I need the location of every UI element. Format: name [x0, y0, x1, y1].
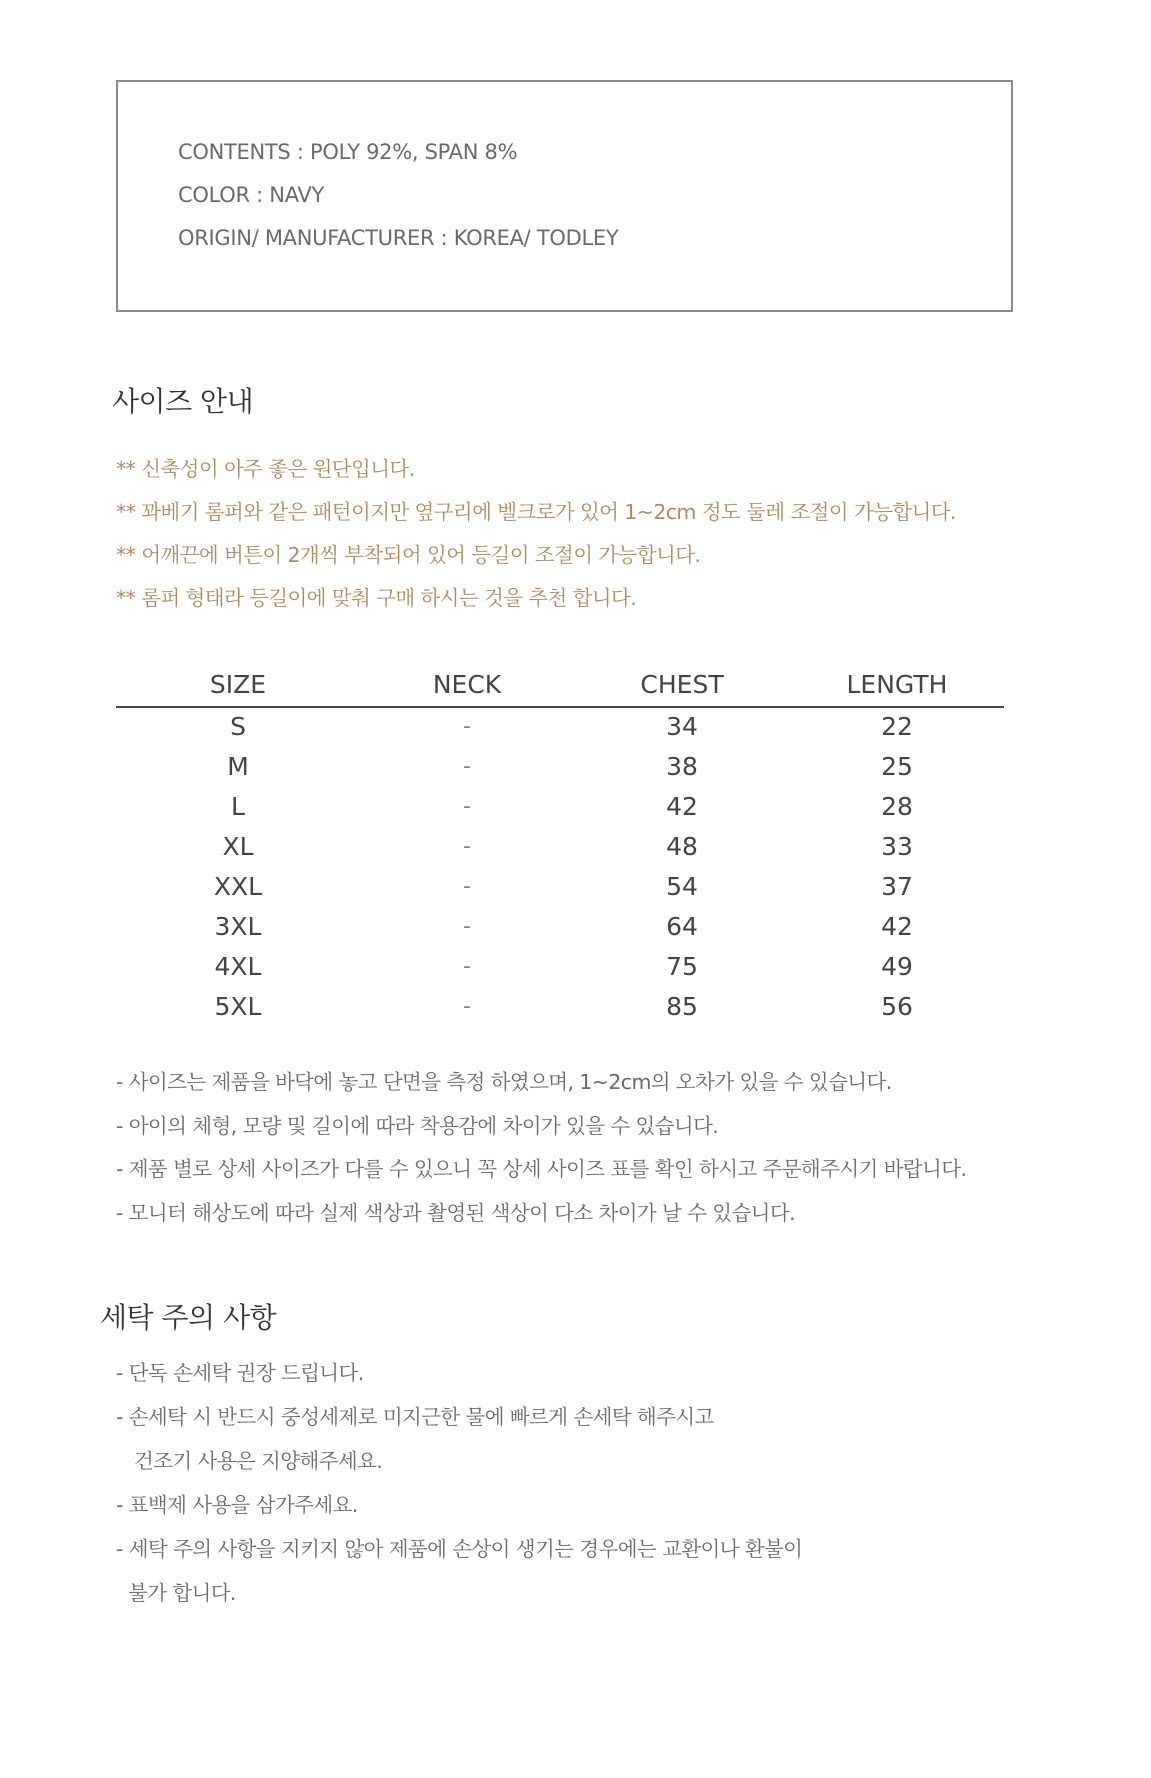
- contents-text: CONTENTS : POLY 92%, SPAN 8%: [178, 140, 518, 164]
- cell-chest: 42: [666, 792, 698, 821]
- cell-size: XXL: [213, 872, 263, 901]
- cell-size: 5XL: [214, 992, 262, 1021]
- cell-size: M: [227, 752, 249, 781]
- cell-neck: -: [463, 754, 471, 779]
- table-row: [116, 788, 1004, 828]
- cell-chest: 34: [666, 712, 698, 741]
- table-row: [116, 748, 1004, 788]
- disclaimer-line: - 사이즈는 제품을 바닥에 놓고 단면을 측정 하였으며, 1~2cm의 오차가 있을 수 있습니다.: [116, 1070, 892, 1094]
- cell-length: 42: [881, 912, 913, 941]
- disclaimer-line: - 제품 별로 상세 사이즈가 다를 수 있으니 꼭 상세 사이즈 표를 확인 하시고 주문해주시기 바랍니다.: [116, 1157, 967, 1181]
- cell-chest: 64: [666, 912, 698, 941]
- header-length: LENGTH: [846, 670, 948, 699]
- color-text: COLOR : NAVY: [178, 183, 325, 207]
- header-size: SIZE: [209, 670, 267, 699]
- cell-neck: -: [463, 994, 471, 1019]
- washing-line: - 단독 손세탁 권장 드립니다.: [116, 1361, 364, 1385]
- cell-length: 33: [881, 832, 913, 861]
- cell-length: 37: [881, 872, 913, 901]
- cell-size: XL: [222, 832, 254, 861]
- cell-neck: -: [463, 874, 471, 899]
- size-note: ** 롬퍼 형태라 등길이에 맞춰 구매 하시는 것을 추천 합니다.: [116, 586, 637, 610]
- size-note: ** 꽈베기 롬퍼와 같은 패턴이지만 옆구리에 벨크로가 있어 1~2cm 정도 둘레 조절이 가능합니다.: [116, 500, 956, 524]
- cell-size: S: [230, 712, 246, 741]
- washing-line: - 세탁 주의 사항을 지키지 않아 제품에 손상이 생기는 경우에는 교환이나 환불이: [116, 1537, 803, 1561]
- product-info-box: [116, 80, 1013, 312]
- cell-length: 28: [881, 792, 913, 821]
- table-row: [116, 868, 1004, 908]
- size-guide-title: 사이즈 안내: [112, 385, 254, 418]
- cell-neck: -: [463, 794, 471, 819]
- washing-line: 건조기 사용은 지양해주세요.: [134, 1449, 383, 1473]
- header-chest: CHEST: [640, 670, 724, 699]
- cell-chest: 48: [666, 832, 698, 861]
- cell-length: 22: [881, 712, 913, 741]
- disclaimer-line: - 모니터 해상도에 따라 실제 색상과 촬영된 색상이 다소 차이가 날 수 있습니다.: [116, 1201, 796, 1225]
- cell-neck: -: [463, 914, 471, 939]
- cell-neck: -: [463, 954, 471, 979]
- cell-chest: 85: [666, 992, 698, 1021]
- cell-size: 4XL: [214, 952, 262, 981]
- cell-chest: 38: [666, 752, 698, 781]
- table-row: [116, 828, 1004, 868]
- cell-neck: -: [463, 714, 471, 739]
- table-row: [116, 908, 1004, 948]
- size-note: ** 어깨끈에 버튼이 2개씩 부착되어 있어 등길이 조절이 가능합니다.: [116, 543, 701, 567]
- cell-size: 3XL: [214, 912, 262, 941]
- size-note: ** 신축성이 아주 좋은 원단입니다.: [116, 457, 415, 481]
- washing-line: - 표백제 사용을 삼가주세요.: [116, 1493, 358, 1517]
- size-table: [116, 665, 1004, 1028]
- cell-chest: 54: [666, 872, 698, 901]
- washing-line: - 손세탁 시 반드시 중성세제로 미지근한 물에 빠르게 손세탁 해주시고: [116, 1405, 714, 1429]
- table-row: [116, 948, 1004, 988]
- table-row: [116, 708, 1004, 748]
- origin-text: ORIGIN/ MANUFACTURER : KOREA/ TODLEY: [178, 226, 619, 250]
- cell-length: 25: [881, 752, 913, 781]
- washing-title: 세탁 주의 사항: [100, 1301, 277, 1334]
- washing-line: 불가 합니다.: [128, 1581, 236, 1605]
- cell-neck: -: [463, 834, 471, 859]
- table-row: [116, 988, 1004, 1028]
- cell-chest: 75: [666, 952, 698, 981]
- header-neck: NECK: [432, 670, 502, 699]
- size-table-header: [116, 665, 1004, 708]
- disclaimer-line: - 아이의 체형, 모량 및 길이에 따라 착용감에 차이가 있을 수 있습니다.: [116, 1114, 719, 1138]
- cell-size: L: [231, 792, 245, 821]
- cell-length: 56: [881, 992, 913, 1021]
- cell-length: 49: [881, 952, 913, 981]
